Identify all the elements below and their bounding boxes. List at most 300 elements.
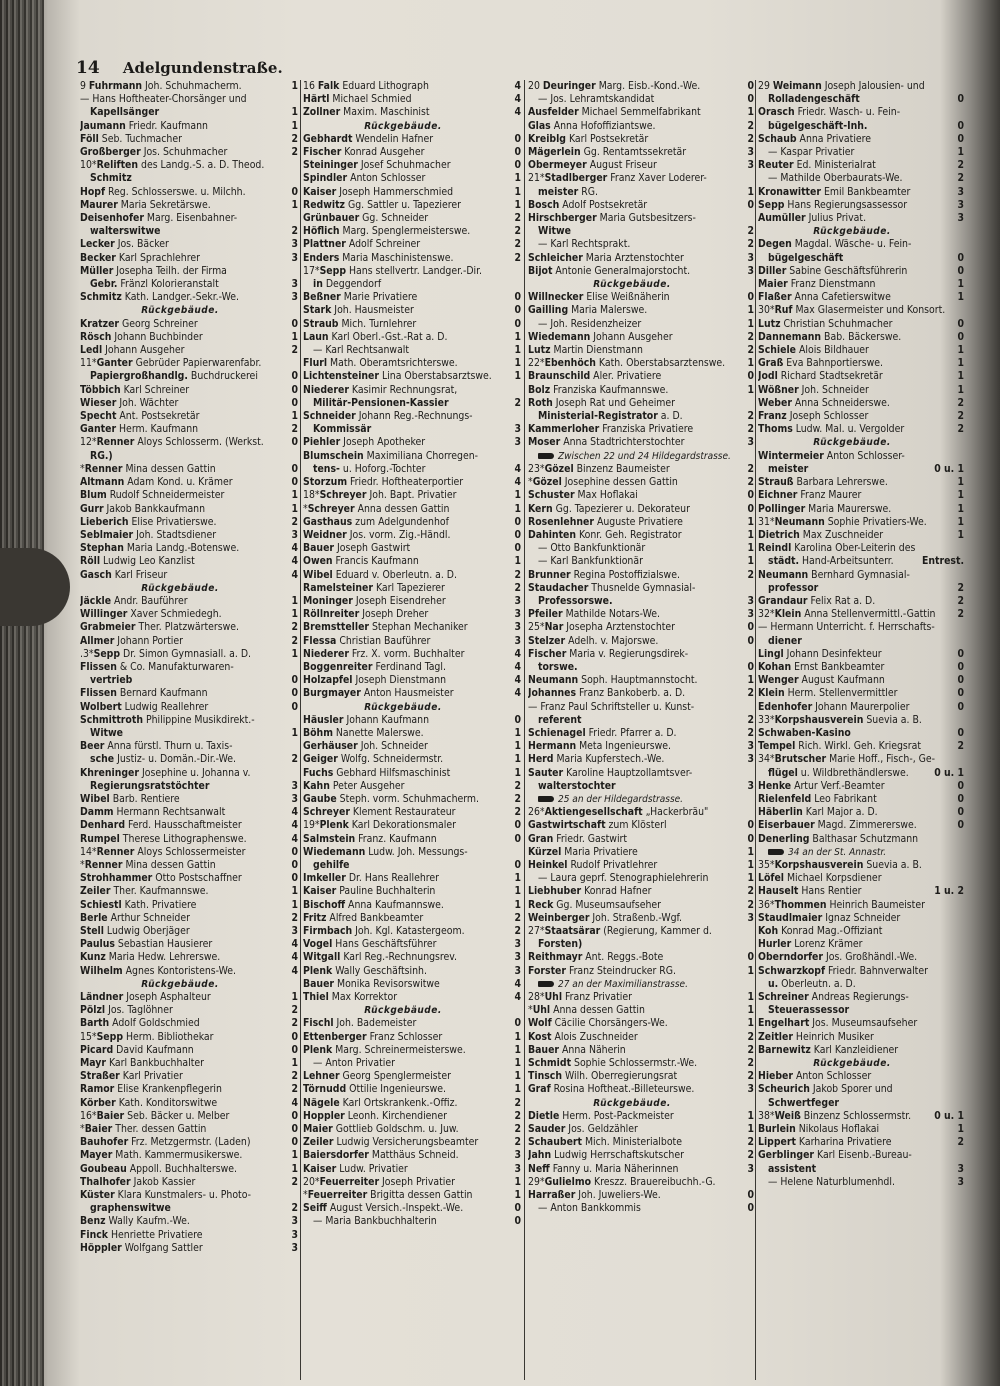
entry-text: Flissen & Co. Manufakturwaren-	[80, 660, 234, 673]
floor-number: 2	[291, 753, 298, 766]
resident-entry	[303, 753, 521, 766]
resident-entry	[758, 542, 964, 555]
entry-text: Schneider Johann Reg.-Rechnungs-	[303, 410, 473, 423]
resident-entry	[528, 265, 754, 278]
column-rule	[755, 80, 756, 1380]
resident-entry	[80, 397, 298, 410]
floor-number: 2	[957, 581, 964, 594]
resident-entry	[80, 450, 298, 463]
floor-number: 3	[291, 925, 298, 937]
floor-number: 1	[747, 555, 754, 568]
floor-number: 3	[957, 198, 964, 211]
floor-number: 2	[514, 396, 521, 409]
resident-entry	[303, 489, 521, 502]
floor-number: 1	[747, 872, 754, 885]
entry-text: 21*Stadlberger Franz Xaver Loderer-	[528, 172, 707, 185]
resident-entry	[528, 819, 754, 832]
entry-text: Schmittroth Philippine Musikdirekt.-	[80, 713, 255, 726]
floor-number: 1	[747, 991, 754, 1004]
resident-entry	[80, 925, 298, 938]
resident-entry	[303, 291, 521, 304]
entry-text: Häusler Johann Kaufmann	[303, 713, 430, 726]
resident-entry	[303, 1017, 521, 1030]
floor-number: 1	[514, 185, 521, 198]
floor-number: 1	[291, 1149, 298, 1162]
resident-entry	[303, 265, 521, 278]
entry-text: Schmitz Kath. Landger.-Sekr.-We.	[80, 291, 239, 304]
entry-text: Böhm Nanette Malerswe.	[303, 726, 424, 739]
entry-text: Storzum Friedr. Hoftheaterportier	[303, 476, 464, 489]
entry-text: Spindler Anton Schlosser	[303, 172, 426, 185]
resident-entry	[528, 767, 754, 780]
entry-text: bügelgeschäft	[768, 251, 844, 264]
floor-number: 0	[514, 1202, 521, 1215]
floor-number: 0	[514, 291, 521, 304]
entry-text: *Schreyer Anna dessen Gattin	[303, 502, 450, 515]
resident-entry	[80, 595, 298, 608]
resident-entry	[758, 344, 964, 357]
entry-text: Seblmaier Joh. Stadtsdiener	[80, 528, 217, 541]
entry-text: Straßer Karl Privatier	[80, 1070, 183, 1083]
section-heading: Rückgebäude.	[813, 437, 891, 449]
floor-number: 0 u. 1	[934, 462, 964, 475]
resident-entry	[80, 859, 298, 872]
resident-entry	[528, 410, 754, 423]
floor-number: 2	[747, 726, 754, 739]
resident-entry	[528, 542, 754, 555]
floor-number: 3	[514, 1149, 521, 1162]
resident-entry	[80, 1176, 298, 1189]
resident-entry	[303, 186, 521, 199]
resident-entry	[80, 384, 298, 397]
entry-text: Liebhuber Konrad Hafner	[528, 885, 652, 898]
resident-entry	[528, 476, 754, 489]
floor-number: 3	[514, 951, 521, 964]
resident-entry	[80, 159, 298, 172]
floor-number: 1	[957, 383, 964, 396]
resident-entry	[303, 555, 521, 568]
resident-entry	[758, 1097, 964, 1110]
entry-text: Schuster Max Hoflakai	[528, 489, 638, 502]
entry-text: assistent	[768, 1162, 817, 1175]
entry-text: Jäckle Andr. Bauführer	[80, 594, 188, 607]
resident-entry	[758, 727, 964, 740]
resident-entry	[80, 436, 298, 449]
resident-entry	[528, 186, 754, 199]
resident-entry	[80, 714, 298, 727]
resident-entry	[758, 1083, 964, 1096]
resident-entry	[528, 291, 754, 304]
entry-text: 29 Weimann Joseph Jalousien- und	[758, 80, 925, 92]
entry-text: Reithmayr Ant. Reggs.-Bote	[528, 951, 664, 964]
floor-number: 2	[514, 225, 521, 238]
resident-entry	[528, 1163, 754, 1176]
entry-text: in Deggendorf	[313, 278, 382, 291]
entry-text: Gebr. Fränzl Kolorieranstalt	[90, 278, 219, 291]
floor-number: 1	[747, 383, 754, 396]
resident-entry	[80, 1163, 298, 1176]
pointing-hand-icon	[768, 849, 784, 855]
resident-entry	[303, 767, 521, 780]
floor-number: 1	[747, 1004, 754, 1017]
pointing-hand-icon	[538, 453, 554, 459]
resident-entry	[528, 252, 754, 265]
resident-entry	[303, 1202, 521, 1215]
floor-number: 1	[514, 872, 521, 885]
resident-entry	[758, 489, 964, 502]
resident-entry	[80, 318, 298, 331]
floor-number: 2	[957, 740, 964, 753]
floor-number: 0	[291, 1109, 298, 1122]
entry-text: *Uhl Anna dessen Gattin	[528, 1004, 645, 1017]
floor-number: 0	[291, 1123, 298, 1136]
entry-text: Harraßer Joh. Juweliers-We.	[528, 1189, 661, 1202]
floor-number: 0	[291, 700, 298, 713]
floor-number: 1	[957, 370, 964, 383]
entry-text: Többich Karl Schreiner	[80, 383, 190, 396]
floor-number: 0	[957, 647, 964, 660]
section-heading: Rückgebäude.	[141, 305, 219, 317]
entry-text: Wieser Joh. Wächter	[80, 396, 179, 409]
resident-entry	[758, 516, 964, 529]
resident-entry	[303, 806, 521, 819]
entry-text: Holzapfel Joseph Dienstmann	[303, 674, 447, 687]
resident-entry	[80, 621, 298, 634]
resident-entry	[303, 318, 521, 331]
floor-number: 2	[747, 330, 754, 343]
resident-entry	[303, 714, 521, 727]
entry-text: Graß Eva Bahnportierswe.	[758, 357, 883, 370]
floor-number: 0 u. 1	[934, 766, 964, 779]
entry-text: Aumüller Julius Privat.	[758, 212, 867, 225]
floor-number: 1	[747, 106, 754, 119]
floor-number: 1	[747, 1109, 754, 1122]
entry-text: Kreiblg Karl Postsekretär	[528, 132, 649, 145]
floor-number: 2	[957, 396, 964, 409]
resident-entry	[80, 331, 298, 344]
entry-text: graphenswitwe	[90, 1202, 171, 1215]
cross-street-note	[758, 846, 964, 859]
resident-entry	[80, 278, 298, 291]
resident-entry	[303, 1031, 521, 1044]
section-heading: Rückgebäude.	[364, 120, 442, 132]
entry-text: Degen Magdal. Wäsche- u. Fein-	[758, 238, 912, 251]
entry-text: Paulus Sebastian Hausierer	[80, 938, 213, 951]
entry-text: — Helene Naturblumenhdl.	[768, 1175, 895, 1188]
entry-text: 35*Korpshausverein Suevia a. B.	[758, 858, 922, 871]
entry-text: 23*Gözel Binzenz Baumeister	[528, 462, 670, 475]
entry-text: Vogel Hans Geschäftsführer	[303, 938, 437, 951]
floor-number: 1	[957, 278, 964, 291]
floor-number: 3	[957, 1175, 964, 1188]
entry-text: Gastwirtschaft zum Klösterl	[528, 819, 667, 832]
floor-number: 4	[291, 819, 298, 832]
entry-text: 11*Ganter Gebrüder Papierwarenfabr.	[80, 357, 262, 370]
entry-text: Steuerassessor	[768, 1004, 850, 1017]
resident-entry	[80, 80, 298, 93]
entry-text: Jahn Ludwig Herrschaftskutscher	[528, 1149, 684, 1162]
entry-text: *Baier Ther. dessen Gattin	[80, 1123, 207, 1136]
resident-entry	[80, 806, 298, 819]
resident-entry	[758, 912, 964, 925]
entry-text: Henke Artur Verf.-Beamter	[758, 779, 885, 792]
resident-entry	[80, 225, 298, 238]
resident-entry	[758, 991, 964, 1004]
entry-text: Blum Rudolf Schneidermeister	[80, 489, 225, 502]
floor-number: 1	[514, 502, 521, 515]
resident-entry	[303, 925, 521, 938]
section-heading: Rückgebäude.	[593, 1097, 671, 1109]
resident-entry	[758, 1004, 964, 1017]
entry-text: Reuter Ed. Ministerialrat	[758, 159, 876, 172]
resident-entry	[303, 1176, 521, 1189]
entry-text: Niederer Kasimir Rechnungsrat,	[303, 383, 458, 396]
floor-number: 0	[514, 528, 521, 541]
floor-number: 1	[291, 647, 298, 660]
floor-number: 2	[514, 925, 521, 937]
entry-text: Thalhofer Jakob Kassier	[80, 1175, 196, 1188]
resident-entry	[303, 1215, 521, 1228]
resident-entry	[303, 648, 521, 661]
floor-number: 2	[747, 423, 754, 436]
floor-number: 2	[514, 212, 521, 225]
entry-text: meister	[768, 462, 809, 475]
floor-number: 2	[291, 621, 298, 634]
entry-text: RG.)	[90, 449, 113, 462]
floor-number: 1	[514, 357, 521, 370]
resident-entry	[528, 463, 754, 476]
resident-entry	[303, 1097, 521, 1110]
entry-text: Rösch Johann Buchbinder	[80, 330, 203, 343]
entry-text: Höppler Wolfgang Sattler	[80, 1241, 203, 1254]
resident-entry	[758, 278, 964, 291]
entry-text: Enders Maria Maschinistenswe.	[303, 251, 454, 264]
resident-entry	[758, 767, 964, 780]
floor-number: 4	[291, 938, 298, 951]
floor-number: 0	[957, 251, 964, 264]
floor-number: 3	[747, 740, 754, 753]
floor-number: 1	[291, 885, 298, 898]
resident-entry	[528, 1004, 754, 1017]
resident-entry	[528, 80, 754, 93]
floor-number: 0	[291, 845, 298, 858]
floor-number: 1	[291, 106, 298, 119]
floor-number: 1	[291, 1162, 298, 1175]
floor-number: 0	[747, 1202, 754, 1215]
floor-number: 0	[957, 819, 964, 832]
pointing-hand-icon	[538, 981, 554, 987]
floor-number: 1	[514, 898, 521, 911]
resident-entry	[80, 965, 298, 978]
entry-text: Kohan Ernst Bankbeamter	[758, 660, 885, 673]
floor-number: 0	[291, 872, 298, 885]
floor-number: 0	[291, 1030, 298, 1043]
entry-text: 20*Feuerreiter Joseph Privatier	[303, 1175, 455, 1188]
floor-number: 0	[291, 317, 298, 330]
resident-entry	[80, 172, 298, 185]
resident-entry	[758, 951, 964, 964]
entry-text: walterswitwe	[90, 225, 161, 238]
entry-text: Lippert Karharina Privatiere	[758, 1136, 892, 1149]
floor-number: 4	[291, 964, 298, 977]
floor-number: 4	[514, 462, 521, 475]
entry-text: 15*Sepp Herm. Bibliothekar	[80, 1030, 214, 1043]
resident-entry	[528, 436, 754, 449]
floor-number: 0	[291, 436, 298, 449]
resident-entry	[528, 872, 754, 885]
resident-entry	[80, 503, 298, 516]
entry-text: Oberndorfer Jos. Großhändl.-We.	[758, 951, 918, 964]
entry-text: Rosenlehner Auguste Privatiere	[528, 515, 683, 528]
resident-entry	[758, 1123, 964, 1136]
entry-text: — Kaspar Privatier	[768, 146, 855, 159]
floor-number: 0	[957, 726, 964, 739]
floor-number: 0	[291, 476, 298, 489]
resident-entry	[528, 1176, 754, 1189]
resident-entry	[80, 793, 298, 806]
floor-number: 3	[291, 278, 298, 291]
floor-number: 2	[747, 898, 754, 911]
entry-text: Strauß Barbara Lehrerswe.	[758, 476, 888, 489]
entry-text: Wolf Cäcilie Chorsängers-We.	[528, 1017, 668, 1030]
resident-entry	[528, 965, 754, 978]
entry-text: *Renner Mina dessen Gattin	[80, 462, 216, 475]
entry-text: Salmstein Franz. Kaufmann	[303, 832, 437, 845]
entry-text: Körber Kath. Konditorswitwe	[80, 1096, 218, 1109]
entry-text: Braunschild Aler. Privatiere	[528, 370, 662, 383]
entry-text: Denhard Ferd. Hausschaftmeister	[80, 819, 242, 832]
resident-entry	[528, 93, 754, 106]
floor-number: 3	[291, 1228, 298, 1241]
resident-entry	[528, 740, 754, 753]
floor-number: 1	[747, 1123, 754, 1136]
entry-text: Papiergroßhandlg. Buchdruckerei	[90, 370, 258, 383]
floor-number: 2	[291, 225, 298, 238]
resident-entry	[80, 938, 298, 951]
entry-text: Fischer Konrad Ausgeher	[303, 146, 425, 159]
floor-number: 1	[957, 357, 964, 370]
floor-number: 2	[957, 608, 964, 621]
section-heading: Rückgebäude.	[813, 1058, 891, 1070]
entry-text: Wolbert Ludwig Reallehrer	[80, 700, 209, 713]
entry-text: Witwe	[90, 726, 123, 739]
column-4	[758, 80, 964, 1189]
resident-entry	[758, 938, 964, 951]
resident-entry	[528, 1123, 754, 1136]
resident-entry	[303, 1044, 521, 1057]
resident-entry	[303, 621, 521, 634]
section-heading: Rückgebäude.	[141, 978, 219, 990]
floor-number: 1	[747, 528, 754, 541]
entry-text: — Anton Privatier	[313, 1057, 395, 1070]
floor-number: 0	[514, 146, 521, 159]
floor-number: 0	[957, 132, 964, 145]
floor-number: 2	[291, 146, 298, 159]
resident-entry	[528, 1110, 754, 1123]
resident-entry	[758, 806, 964, 819]
entry-text: Zeiler Ludwig Versicherungsbeamter	[303, 1136, 479, 1149]
resident-entry	[303, 199, 521, 212]
entry-text: Gebhardt Wendelin Hafner	[303, 132, 434, 145]
floor-number: 4	[291, 806, 298, 819]
floor-number: 0	[747, 819, 754, 832]
floor-number: 2	[747, 1136, 754, 1149]
floor-number: 1	[514, 1043, 521, 1056]
resident-entry	[80, 146, 298, 159]
entry-text: 36*Thommen Heinrich Baumeister	[758, 898, 925, 911]
entry-text: Forsten)	[538, 938, 583, 951]
entry-text: Owen Francis Kaufmann	[303, 555, 419, 568]
entry-text: — Hans Hoftheater-Chorsänger und	[80, 93, 247, 106]
floor-number: 2	[747, 1030, 754, 1043]
floor-number: 0	[514, 542, 521, 555]
resident-entry	[758, 793, 964, 806]
resident-entry	[80, 1123, 298, 1136]
section-heading: Rückgebäude.	[364, 1005, 442, 1017]
resident-entry	[528, 846, 754, 859]
entry-text: *Renner Mina dessen Gattin	[80, 858, 216, 871]
entry-text: Boggenreiter Ferdinand Tagl.	[303, 660, 446, 673]
entry-text: Barth Adolf Goldschmied	[80, 1017, 200, 1030]
floor-number: 1	[747, 317, 754, 330]
entry-text: Jodl Richard Stadtsekretär	[758, 370, 883, 383]
entry-text: Kratzer Georg Schreiner	[80, 317, 198, 330]
resident-entry	[303, 635, 521, 648]
floor-number: 1	[514, 1030, 521, 1043]
floor-number: 1	[514, 344, 521, 357]
floor-number: 0	[747, 370, 754, 383]
floor-number: 2	[514, 1123, 521, 1136]
resident-entry	[758, 925, 964, 938]
entry-text: gehilfe	[313, 858, 350, 871]
entry-text: Mayr Karl Bankbuchhalter	[80, 1057, 204, 1070]
resident-entry	[528, 357, 754, 370]
resident-entry	[80, 648, 298, 661]
floor-number: 3	[747, 251, 754, 264]
floor-number: 1	[514, 740, 521, 753]
floor-number: 2	[514, 251, 521, 264]
floor-number: 3	[291, 779, 298, 792]
entry-text: Dietle Herm. Post-Packmeister	[528, 1109, 674, 1122]
entry-text: Kapellsänger	[90, 106, 160, 119]
entry-text: Kronawitter Emil Bankbeamter	[758, 185, 911, 198]
resident-entry	[303, 357, 521, 370]
floor-number: 1	[291, 330, 298, 343]
floor-number: 2	[514, 911, 521, 924]
floor-number: 0	[957, 806, 964, 819]
floor-number: 0	[291, 462, 298, 475]
entry-text: Weinberger Joh. Straßenb.-Wgf.	[528, 911, 683, 924]
resident-entry	[80, 423, 298, 436]
floor-number: 1	[514, 885, 521, 898]
resident-entry	[80, 357, 298, 370]
entry-text: Gasthaus zum Adelgundenhof	[303, 515, 449, 528]
entry-text: Lingl Johann Desinfekteur	[758, 647, 882, 660]
resident-entry	[758, 899, 964, 912]
entry-text: Thoms Ludw. Mal. u. Vergolder	[758, 423, 905, 436]
floor-number: 1	[514, 1083, 521, 1096]
resident-entry	[80, 542, 298, 555]
floor-number: 1	[514, 172, 521, 185]
entry-text: Wintermeier Anton Schlosser-	[758, 449, 905, 462]
resident-entry	[758, 1044, 964, 1057]
entry-text: Neumann Soph. Hauptmannstocht.	[528, 674, 698, 687]
entry-text: — Franz Paul Schriftsteller u. Kunst-	[528, 700, 695, 713]
entry-text: *Feuerreiter Brigitta dessen Gattin	[303, 1189, 473, 1202]
resident-entry	[758, 370, 964, 383]
floor-number: 0	[514, 1017, 521, 1030]
floor-number: 1	[291, 80, 298, 92]
